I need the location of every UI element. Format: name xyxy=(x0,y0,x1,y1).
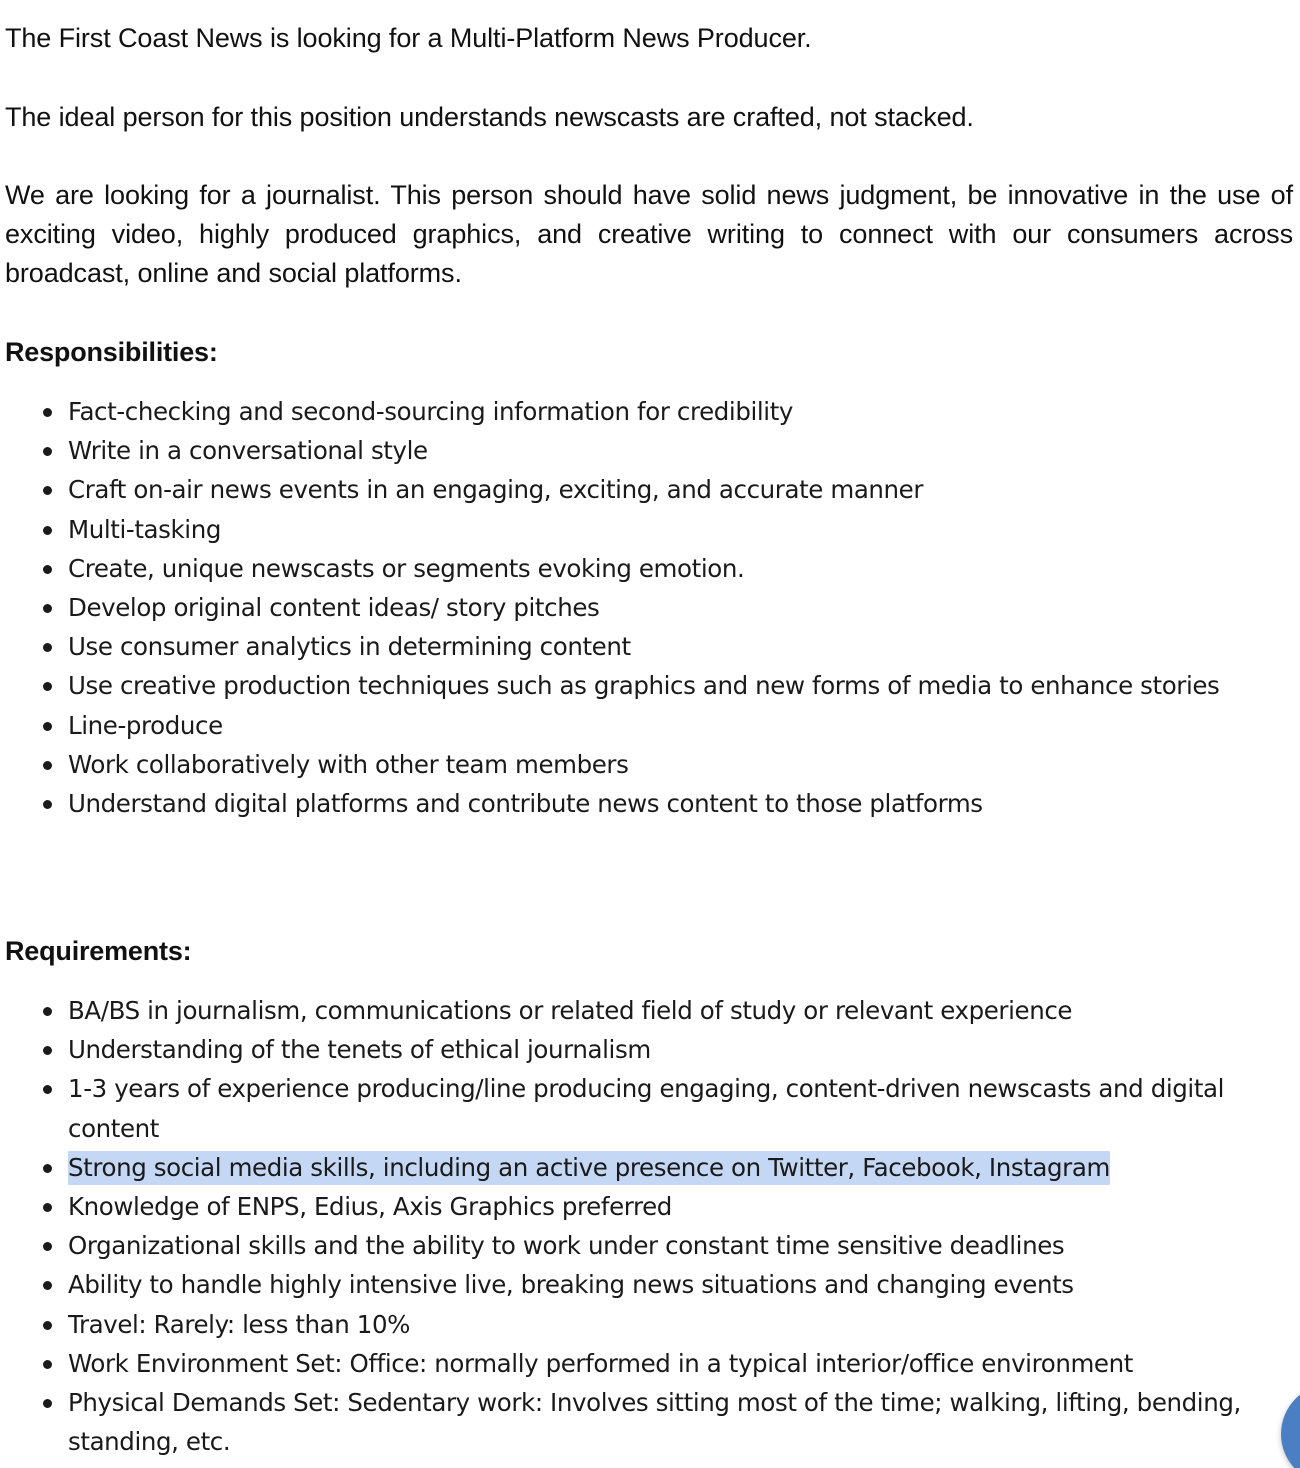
requirements-list xyxy=(5,991,1245,1461)
list-item: 1-3 years of experience producing/line producing engaging, content-driven newscasts and digital content xyxy=(5,1069,1245,1147)
list-item: Ability to handle highly intensive live, breaking news situations and changing events xyxy=(5,1265,1245,1304)
list-item: Use creative production techniques such as graphics and new forms of media to enhance stories xyxy=(5,666,1245,705)
intro-paragraph-1: The First Coast News is looking for a Multi-Platform News Producer. xyxy=(5,23,812,53)
list-item: Understanding of the tenets of ethical journalism xyxy=(5,1030,1245,1069)
list-item-highlighted xyxy=(5,1148,1245,1187)
selected-text-highlight[interactable]: Strong social media skills, including an active presence on Twitter, Facebook, Instagram xyxy=(68,1151,1110,1185)
list-item: Develop original content ideas/ story pitches xyxy=(5,588,1245,627)
list-item: Line-produce xyxy=(5,706,1245,745)
list-item: Multi-tasking xyxy=(5,510,1245,549)
list-item: Organizational skills and the ability to work under constant time sensitive deadlines xyxy=(5,1226,1245,1265)
list-item: BA/BS in journalism, communications or related field of study or relevant experience xyxy=(5,991,1245,1030)
list-item: Understand digital platforms and contribute news content to those platforms xyxy=(5,784,1245,823)
list-item: Work Environment Set: Office: normally performed in a typical interior/office environment xyxy=(5,1344,1245,1383)
list-item: Physical Demands Set: Sedentary work: Involves sitting most of the time; walking, lifting, bending, standing, etc. xyxy=(5,1383,1245,1461)
intro-paragraph-3: We are looking for a journalist. This person should have solid news judgment, be innovative in the use of exciting video, highly produced graphics, and creative writing to connect with our consumers across broadcast, online and social platforms. xyxy=(5,180,1293,288)
list-item: Work collaboratively with other team members xyxy=(5,745,1245,784)
floating-action-button[interactable] xyxy=(1281,1384,1300,1468)
list-item: Use consumer analytics in determining content xyxy=(5,627,1245,666)
list-item: Write in a conversational style xyxy=(5,431,1245,470)
list-item: Craft on-air news events in an engaging, exciting, and accurate manner xyxy=(5,470,1245,509)
intro-paragraph-2: The ideal person for this position understands newscasts are crafted, not stacked. xyxy=(5,102,974,132)
list-item: Travel: Rarely: less than 10% xyxy=(5,1305,1245,1344)
list-item: Fact-checking and second-sourcing information for credibility xyxy=(5,392,1245,431)
responsibilities-heading: Responsibilities: xyxy=(5,337,218,367)
responsibilities-list xyxy=(5,392,1245,823)
list-item: Create, unique newscasts or segments evoking emotion. xyxy=(5,549,1245,588)
requirements-heading: Requirements: xyxy=(5,936,192,966)
list-item: Knowledge of ENPS, Edius, Axis Graphics preferred xyxy=(5,1187,1245,1226)
